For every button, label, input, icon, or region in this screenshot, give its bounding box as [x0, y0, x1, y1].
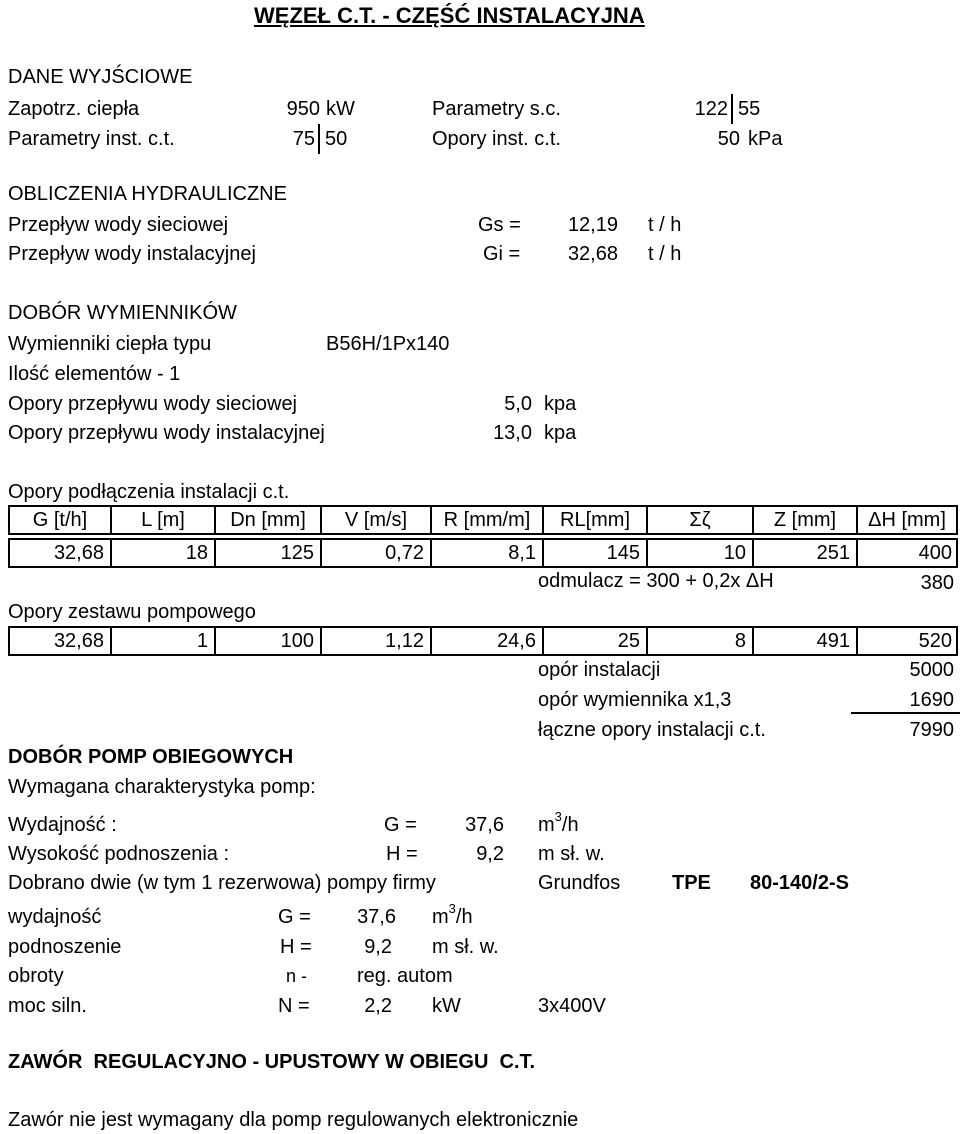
table-header-row [8, 505, 958, 535]
table-cell: 24,6 [432, 628, 544, 654]
table-cell: 32,68 [10, 628, 112, 654]
capacity-label: Wydajność : [8, 814, 117, 836]
param-sc-label: Parametry s.c. [432, 98, 561, 120]
zapotrz-label: Zapotrz. ciepła [8, 98, 140, 120]
table-cell: 8 [648, 628, 754, 654]
summary-total-value: 7990 [909, 719, 954, 741]
table-cell: 18 [112, 540, 216, 566]
section-heading-zawor: ZAWÓR REGULACYJNO - UPUSTOWY W OBIEGU C.T. [8, 1051, 536, 1073]
pump-set-caption: Opory zestawu pompowego [8, 601, 256, 623]
param-sc-divider [731, 94, 733, 124]
head-symbol: H = [386, 843, 418, 865]
capacity-unit: $m^3/h$ [538, 809, 579, 836]
table-header-cell: V [m/s] [320, 505, 430, 535]
pump-param-label: moc siln. [8, 995, 87, 1017]
pump-model: 80-140/2-S [750, 872, 849, 894]
page-title: WĘZEŁ C.T. - CZĘŚĆ INSTALACYJNA [254, 3, 645, 28]
summary-total-label: łączne opory instalacji c.t. [538, 719, 766, 741]
opory-ct-value: 50 [717, 128, 740, 150]
selected-pump-text: Dobrano dwie (w tym 1 rezerwowa) pompy firmy [8, 872, 436, 894]
pump-param-symbol: N = [278, 995, 310, 1017]
table-cell: 10 [648, 540, 754, 566]
param-sc-return: 55 [738, 98, 761, 120]
table-cell: 25 [544, 628, 648, 654]
capacity-symbol: G = [384, 814, 417, 836]
table-header-cell: Dn [mm] [214, 505, 320, 535]
table-cell: 125 [216, 540, 322, 566]
resistance-value: 13,0 [493, 422, 532, 444]
capacity-value: 37,6 [465, 814, 504, 836]
summary-value: 1690 [909, 689, 954, 711]
pump-param-label: podnoszenie [8, 936, 122, 958]
opory-ct-unit: kPa [748, 128, 783, 150]
param-ct-supply: 75 [292, 128, 315, 150]
flow-row-unit: t / h [648, 214, 682, 236]
exchanger-type-label: Wymienniki ciepła typu [8, 333, 212, 355]
resistance-unit: kpa [544, 393, 577, 415]
table-header-cell: L [m] [110, 505, 214, 535]
table-header-cell: ΔH [mm] [856, 505, 958, 535]
table-header-cell: Σζ [646, 505, 752, 535]
resistance-label: Opory przepływu wody sieciowej [8, 393, 298, 415]
flow-row-symbol: Gs = [478, 214, 521, 236]
pump-param-value: 2,2 [364, 995, 392, 1017]
table-header-cell: R [mm/m] [430, 505, 542, 535]
param-sc-supply: 122 [694, 98, 728, 120]
head-value: 9,2 [476, 843, 504, 865]
pump-param-symbol: H = [280, 936, 312, 958]
table-cell: 0,72 [322, 540, 432, 566]
summary-label: opór wymiennika x1,3 [538, 689, 732, 711]
table-cell: 251 [754, 540, 858, 566]
table-row [8, 538, 958, 568]
pump-param-voltage: 3x400V [538, 995, 606, 1017]
flow-row-label: Przepływ wody instalacyjnej [8, 243, 256, 265]
odmulacz-label: odmulacz = 300 + 0,2x ΔH [538, 570, 774, 592]
table-cell: 100 [216, 628, 322, 654]
pump-param-value: reg. autom [357, 965, 453, 987]
section-heading-dobor: DOBÓR WYMIENNIKÓW [8, 302, 237, 324]
param-ct-label: Parametry inst. c.t. [8, 128, 175, 150]
section-heading-pompy: DOBÓR POMP OBIEGOWYCH [8, 746, 294, 768]
table-header-cell: Z [mm] [752, 505, 856, 535]
valve-note: Zawór nie jest wymagany dla pomp regulowanych elektronicznie [8, 1109, 579, 1131]
param-ct-return: 50 [325, 128, 348, 150]
pump-param-value: 9,2 [364, 936, 392, 958]
table-row [8, 626, 958, 656]
head-label: Wysokość podnoszenia : [8, 843, 230, 865]
pump-param-unit: kW [432, 995, 461, 1017]
param-ct-divider [318, 124, 320, 154]
table-cell: 32,68 [10, 540, 112, 566]
table-header-cell: G [t/h] [8, 505, 110, 535]
table-cell: 520 [918, 630, 952, 652]
summary-label: opór instalacji [538, 659, 661, 681]
flow-row-value: 12,19 [567, 214, 618, 236]
resistance-unit: kpa [544, 422, 577, 444]
zapotrz-value: 950 [286, 98, 320, 120]
flow-row-value: 32,68 [567, 243, 618, 265]
flow-row-label: Przepływ wody sieciowej [8, 214, 229, 236]
exchanger-type-value: B56H/1Px140 [326, 333, 450, 355]
summary-value: 5000 [909, 659, 954, 681]
zapotrz-unit: kW [326, 98, 355, 120]
element-count: Ilość elementów - 1 [8, 363, 181, 385]
table-cell: 400 [918, 542, 952, 564]
sum-underline [851, 712, 960, 714]
table-cell: 1,12 [322, 628, 432, 654]
pump-requirement-label: Wymagana charakterystyka pomp: [8, 776, 316, 798]
section-heading-dane: DANE WYJŚCIOWE [8, 66, 193, 88]
pump-manufacturer: Grundfos [538, 872, 621, 894]
odmulacz-value: 380 [920, 572, 954, 594]
pump-param-value: 37,6 [357, 906, 396, 928]
resistance-label: Opory przepływu wody instalacyjnej [8, 422, 325, 444]
pump-param-symbol: G = [278, 906, 311, 928]
pump-param-symbol: n - [286, 966, 308, 986]
pump-param-unit: $m^3/h$ [432, 901, 473, 928]
table-cell: 1 [112, 628, 216, 654]
table-caption: Opory podłączenia instalacji c.t. [8, 481, 290, 503]
table-header-cell: RL[mm] [542, 505, 646, 535]
pump-param-unit: m sł. w. [432, 936, 499, 958]
table-cell: 491 [754, 628, 858, 654]
pump-type: TPE [672, 872, 711, 894]
flow-row-unit: t / h [648, 243, 682, 265]
table-cell: 8,1 [432, 540, 544, 566]
head-unit: m sł. w. [538, 843, 605, 865]
table-cell: 145 [544, 540, 648, 566]
opory-ct-label: Opory inst. c.t. [432, 128, 561, 150]
pump-param-label: obroty [8, 965, 64, 987]
flow-row-symbol: Gi = [483, 243, 521, 265]
resistance-value: 5,0 [504, 393, 532, 415]
section-heading-obliczenia: OBLICZENIA HYDRAULICZNE [8, 183, 287, 205]
pump-param-label: wydajność [8, 906, 102, 928]
